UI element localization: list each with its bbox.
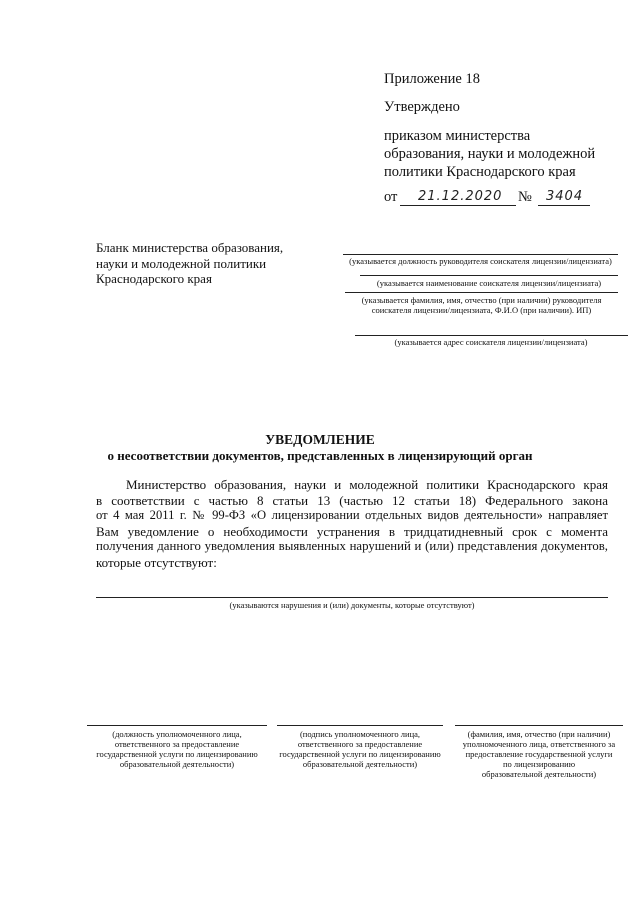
recipient-address-line bbox=[355, 335, 628, 336]
notice-body bbox=[96, 477, 608, 571]
date-underline bbox=[400, 205, 516, 206]
order-line-1: приказом министерства bbox=[384, 128, 531, 144]
signature-name-line bbox=[455, 725, 623, 726]
body-line-4: Вам уведомление о необходимости устранения в тридцатидневный срок с момента bbox=[96, 523, 608, 539]
recipient-address-hint: (указывается адрес соискателя лицензии/лицензиата) bbox=[394, 337, 588, 347]
signature-name-hint bbox=[450, 729, 628, 779]
violations-line bbox=[96, 597, 608, 598]
approved-label: Утверждено bbox=[384, 99, 460, 115]
signature-position-hint bbox=[82, 729, 272, 769]
appendix-number: Приложение 18 bbox=[384, 71, 480, 87]
recipient-name-hint: (указывается наименование соискателя лицензии/лицензиата) bbox=[376, 278, 602, 288]
body-line-5: получения данного уведомления выявленных нарушений и (или) представления документов, bbox=[96, 539, 608, 554]
letterhead bbox=[96, 240, 283, 287]
order-date-handwritten: 21.12.2020 bbox=[418, 189, 503, 204]
number-underline bbox=[538, 205, 590, 206]
letterhead-line-1: Бланк министерства образования, bbox=[96, 240, 284, 255]
date-prefix: от bbox=[384, 189, 398, 205]
recipient-head-hint-line-1: (указывается фамилия, имя, отчество (при наличии) руководителя bbox=[361, 295, 602, 305]
notice-subtitle: о несоответствии документов, представленных в лицензирующий орган bbox=[107, 448, 533, 463]
body-line-3: от 4 мая 2011 г. № 99-ФЗ «О лицензировании отдельных видов деятельности» направляет bbox=[96, 508, 608, 523]
body-line-6: которые отсутствуют: bbox=[96, 554, 217, 570]
sig1-line-2: ответственного за предоставление bbox=[114, 739, 240, 749]
sig2-line-3: государственной услуги по лицензированию bbox=[279, 749, 441, 759]
signature-sign-line bbox=[277, 725, 443, 726]
sig2-line-2: ответственного за предоставление bbox=[297, 739, 423, 749]
sig1-line-1: (должность уполномоченного лица, bbox=[112, 729, 242, 739]
recipient-position-line bbox=[343, 254, 618, 255]
recipient-head-hint bbox=[340, 295, 623, 315]
body-line-1: Министерство образования, науки и молодежной политики Краснодарского края bbox=[126, 477, 608, 492]
signature-sign-hint bbox=[272, 729, 448, 769]
recipient-position-hint: (указывается должность руководителя соискателя лицензии/лицензиата) bbox=[349, 256, 612, 266]
sig1-line-3: государственной услуги по лицензированию bbox=[96, 749, 258, 759]
order-line-2: образования, науки и молодежной bbox=[384, 146, 596, 162]
signature-position-line bbox=[87, 725, 267, 726]
recipient-name-line bbox=[360, 275, 618, 276]
letterhead-line-3: Краснодарского края bbox=[96, 271, 212, 286]
number-sign: № bbox=[518, 189, 532, 205]
violations-hint: (указываются нарушения и (или) документы, которые отсутствуют) bbox=[229, 600, 475, 610]
notice-title: УВЕДОМЛЕНИЕ bbox=[265, 432, 375, 447]
recipient-head-line bbox=[345, 292, 618, 293]
sig3-line-2: уполномоченного лица, ответственного за bbox=[462, 739, 616, 749]
sig3-line-3: предоставление государственной услуги bbox=[465, 749, 613, 759]
recipient-head-hint-line-2: соискателя лицензии/лицензиата, Ф.И.О (при наличии). ИП) bbox=[371, 305, 592, 315]
order-number-handwritten: 3404 bbox=[546, 189, 584, 204]
letterhead-line-2: науки и молодежной политики bbox=[96, 255, 267, 271]
order-line-3: политики Краснодарского края bbox=[384, 164, 576, 180]
sig2-line-4: образовательной деятельности) bbox=[302, 759, 418, 769]
sig2-line-1: (подпись уполномоченного лица, bbox=[299, 729, 421, 739]
sig3-line-1: (фамилия, имя, отчество (при наличии) bbox=[467, 729, 611, 739]
body-line-2: в соответствии с частью 8 статьи 13 (частью 12 статьи 18) Федерального закона bbox=[96, 492, 608, 508]
sig3-line-5: образовательной деятельности) bbox=[481, 769, 597, 779]
sig1-line-4: образовательной деятельности) bbox=[119, 759, 235, 769]
sig3-line-4: по лицензированию bbox=[502, 759, 576, 769]
